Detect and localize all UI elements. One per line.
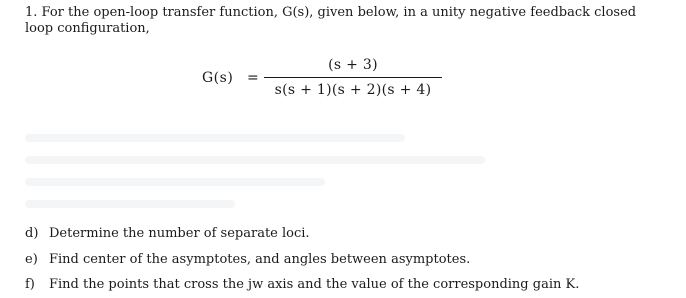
equation-fraction [264,57,442,105]
part-letter: f) [25,277,35,292]
blurred-line [25,200,235,208]
equation-lhs: G(s) [202,70,234,86]
problem-statement: 1. For the open-loop transfer function, G(s), given below, in a unity negative feedback closed loop configuration, [25,5,637,36]
part-text: Find the points that cross the jw axis and the value of the corresponding gain K. [49,277,580,292]
part-letter: e) [25,252,38,267]
fraction-bar [264,77,442,78]
question-part-f [25,277,579,292]
part-text: Find center of the asymptotes, and angles between asymptotes. [49,252,471,267]
question-part-d [25,226,310,241]
blurred-line [25,156,485,164]
equation-denominator: s(s + 1)(s + 2)(s + 4) [274,82,432,98]
blurred-content-region [25,126,495,222]
part-letter: d) [25,226,39,241]
part-text: Determine the number of separate loci. [49,226,310,241]
transfer-function-equation [202,57,462,105]
question-part-e [25,252,470,267]
equation-equals-sign: = [247,70,259,86]
equation-numerator: (s + 3) [328,57,378,73]
blurred-line [25,178,325,186]
blurred-line [25,134,405,142]
